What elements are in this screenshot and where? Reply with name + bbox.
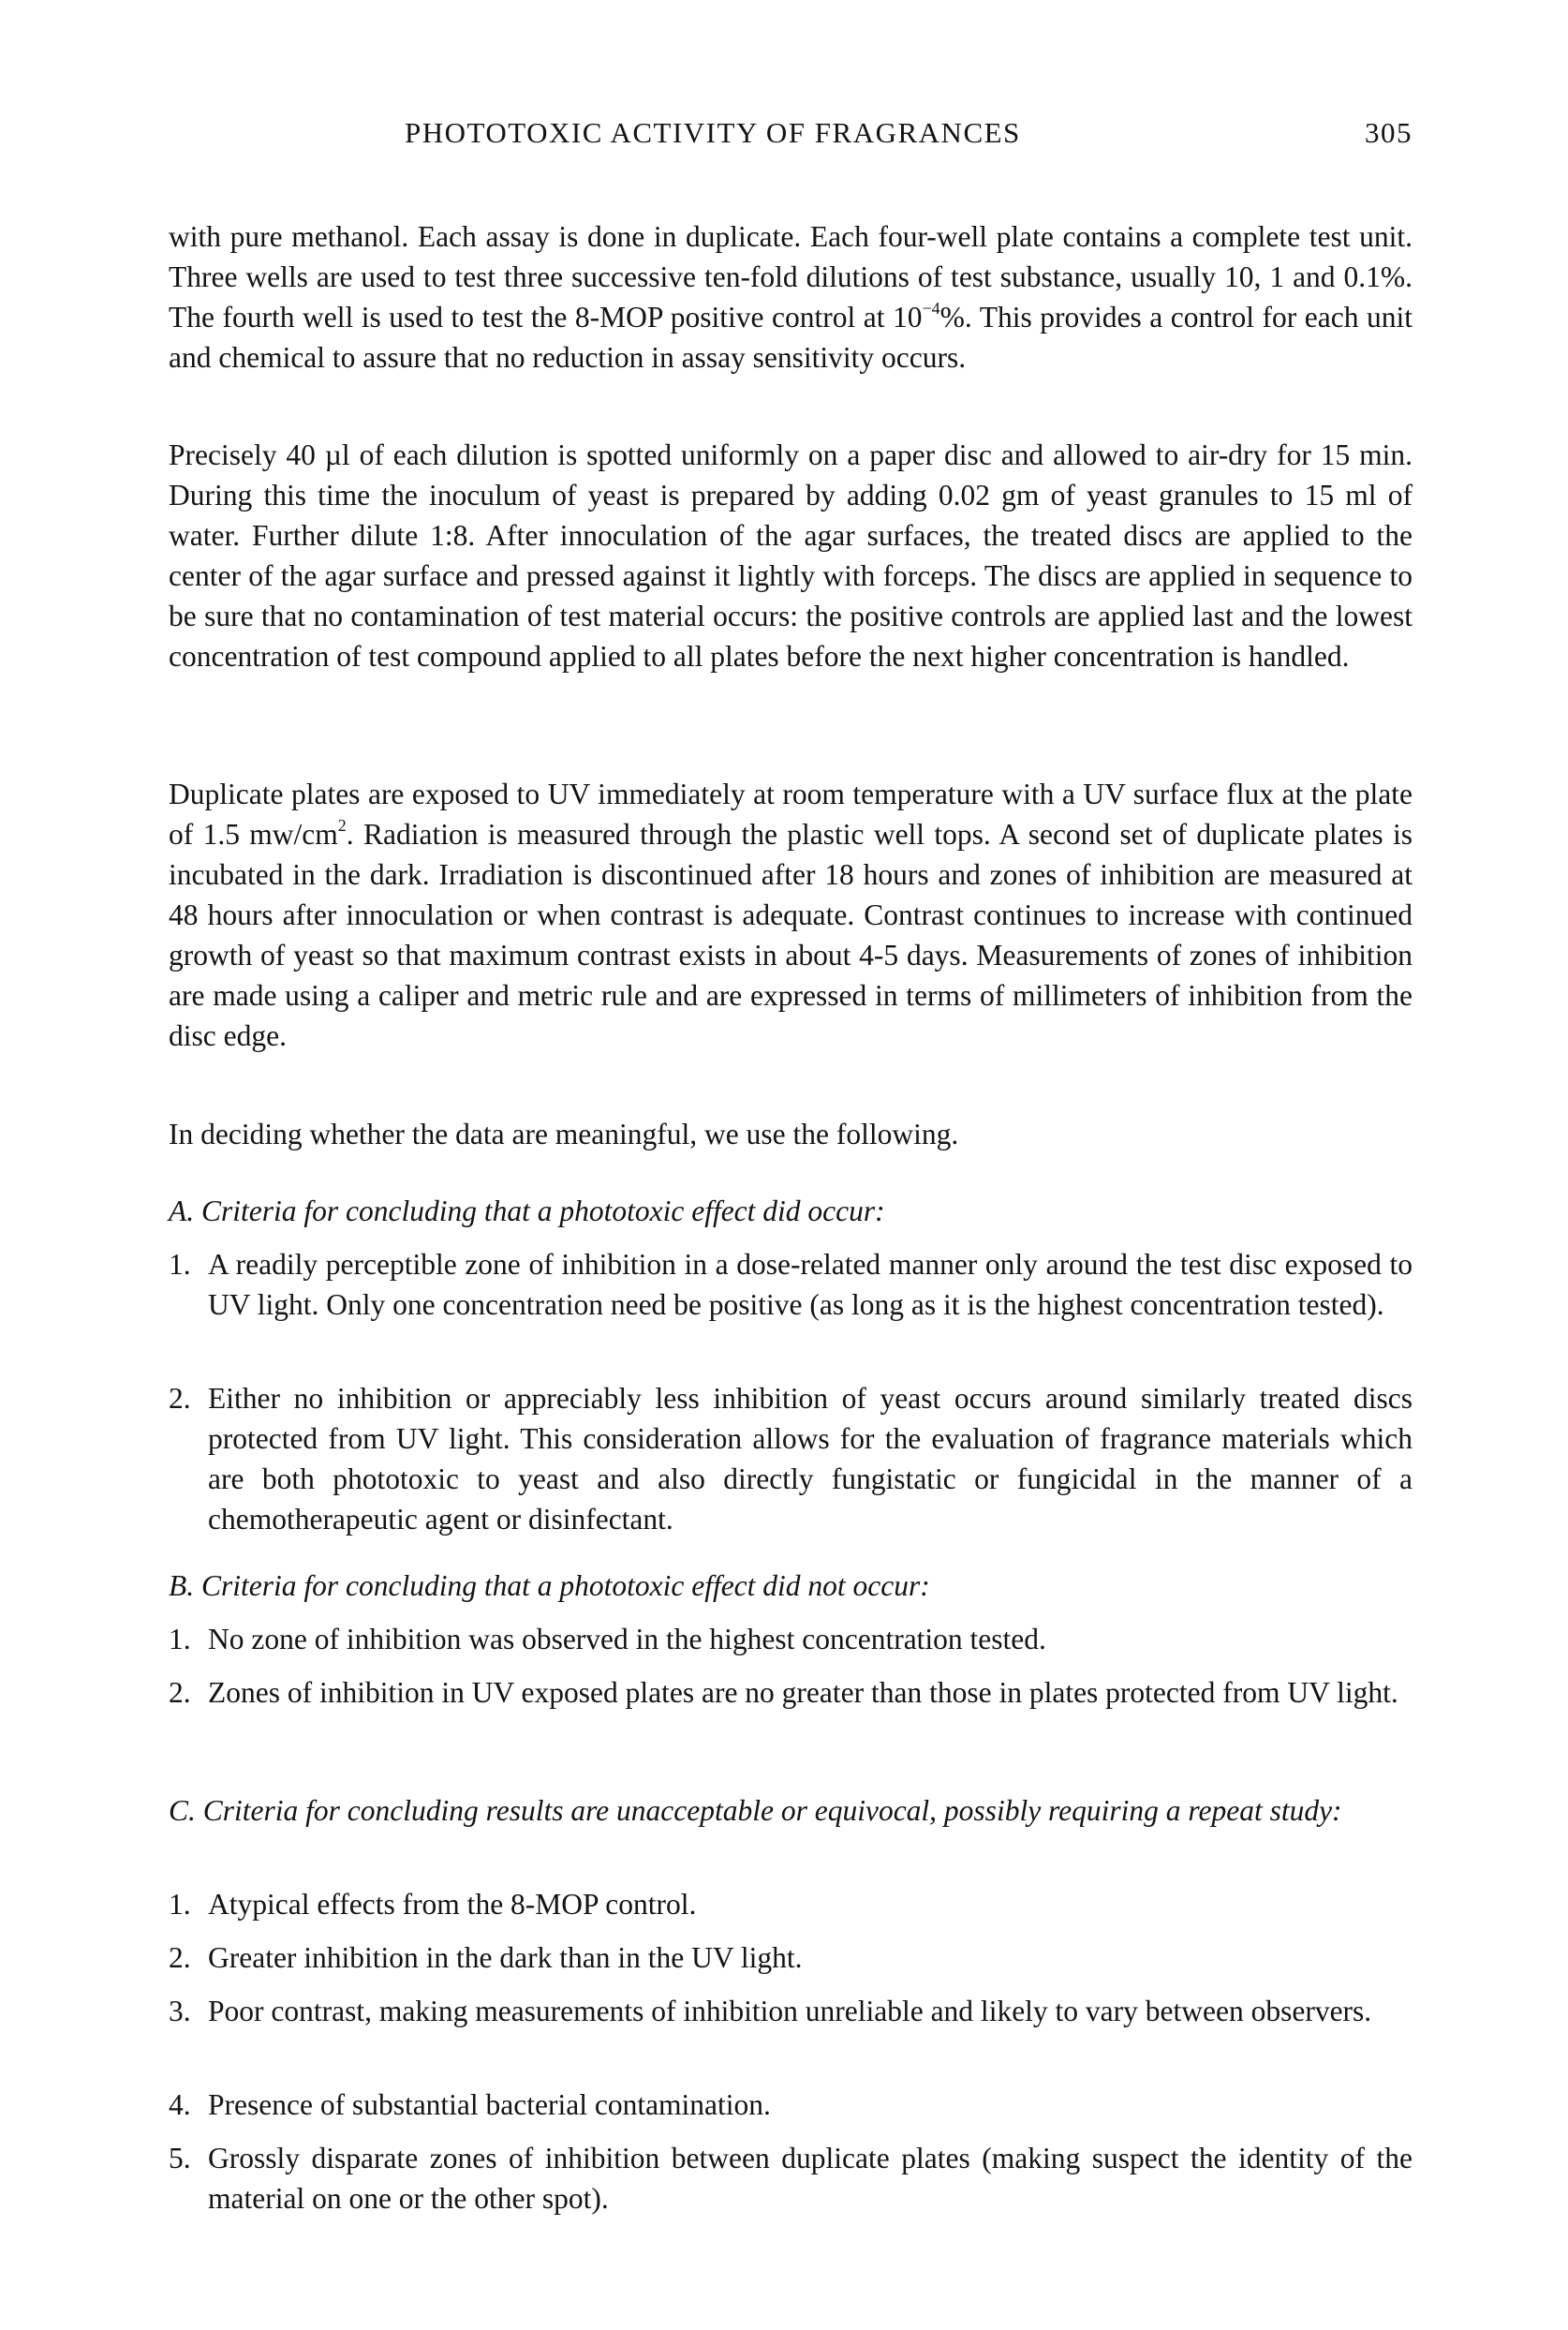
list-number: 4. <box>169 2088 191 2121</box>
criteria-heading-a <box>169 1191 1413 1231</box>
list-item-text: Either no inhibition or appreciably less inhibition of yeast occurs around similarly treated discs protected from UV light. This consideration allows for the evaluation of fragrance materials which are both phototoxic to yeast and also directly fungistatic or fungicidal in the manner of a chemotherapeutic agent or disinfectant. <box>208 1382 1413 1536</box>
list-item-text: Zones of inhibition in UV exposed plates are no greater than those in plates protected from UV light. <box>208 1676 1398 1709</box>
paragraph-text: Duplicate plates are exposed to UV immediately at room temperature with a UV surface flux at the plate of 1.5 mw/cm <box>169 778 1413 851</box>
list-item-text: Greater inhibition in the dark than in the UV light. <box>208 1941 803 1974</box>
page-number: 305 <box>1365 116 1413 149</box>
list-item <box>169 1378 1413 1539</box>
list-number: 2. <box>169 1382 191 1415</box>
list-item <box>169 2085 1413 2125</box>
list-item <box>169 1619 1413 1659</box>
paragraph-text: . Radiation is measured through the plastic well tops. A second set of duplicate plates is incubated in the dark. Irradiation is discontinued after 18 hours and zones of inhibition are measured at 48 hours after innoculation or when contrast is adequate. Contrast continues to increase with continued growth of yeast so that maximum contrast exists in about 4-5 days. Measurements of zones of inhibition are made using a caliper and metric rule and are expressed in terms of millimeters of inhibition from the disc edge. <box>169 818 1413 1052</box>
section-letter: B. <box>169 1569 195 1602</box>
list-item <box>169 1672 1413 1713</box>
superscript-exponent: −4 <box>922 299 940 318</box>
running-title: PHOTOTOXIC ACTIVITY OF FRAGRANCES <box>405 116 1021 149</box>
paragraph-dilution: Precisely 40 µl of each dilution is spotted uniformly on a paper disc and allowed to air-dry for 15 min. During this time the inoculum of yeast is prepared by adding 0.02 gm of yeast granules to 15 ml of water. Further dilute 1:8. After innoculation of the agar surfaces, the treated discs are applied to the center of the agar surface and pressed against it lightly with forceps. The discs are applied in sequence to be sure that no contamination of test material occurs: the positive controls are applied last and the lowest concentration of test compound applied to all plates before the next higher concentration is handled. <box>169 438 1413 673</box>
list-item-text: No zone of inhibition was observed in the highest concentration tested. <box>208 1623 1046 1655</box>
list-item-text: A readily perceptible zone of inhibition in a dose-related manner only around the test disc exposed to UV light. Only one concentration need be positive (as long as it is the highest concentration tested). <box>208 1248 1413 1321</box>
list-item <box>169 1991 1413 2031</box>
list-number: 2. <box>169 1676 191 1709</box>
list-number: 1. <box>169 1623 191 1655</box>
paragraph-text: %. This provides a control for each unit and chemical to assure that no reduction in assay sensitivity occurs. <box>169 301 1413 374</box>
criteria-heading-c <box>169 1790 1413 1831</box>
list-number: 5. <box>169 2142 191 2174</box>
paragraph-intro-criteria: In deciding whether the data are meaningful, we use the following. <box>169 1118 959 1150</box>
list-item-text: Presence of substantial bacterial contamination. <box>208 2088 771 2121</box>
paragraph-uv-exposure <box>169 774 1413 1056</box>
section-letter: C. <box>169 1794 196 1827</box>
section-heading-text: Criteria for concluding results are unacceptable or equivocal, possibly requiring a repeat study: <box>202 1794 1342 1827</box>
list-item-text: Poor contrast, making measurements of inhibition unreliable and likely to vary between observers. <box>208 1995 1372 2027</box>
list-number: 3. <box>169 1995 191 2027</box>
paragraph-method <box>169 216 1413 378</box>
list-item <box>169 1244 1413 1325</box>
paragraph-text: with pure methanol. Each assay is done in duplicate. Each four-well plate contains a complete test unit. Three wells are used to test three successive ten-fold dilutions of test substance, usually 10, 1 and 0.1%. The fourth well is used to test the 8-MOP positive control at 10 <box>169 220 1413 334</box>
list-item-text: Grossly disparate zones of inhibition between duplicate plates (making suspect the identity of the material on one or the other spot). <box>208 2142 1413 2215</box>
running-head <box>169 116 1413 157</box>
criteria-heading-b <box>169 1566 1413 1606</box>
superscript-exponent: 2 <box>337 816 347 835</box>
section-heading-text: Criteria for concluding that a phototoxic effect did occur: <box>201 1195 885 1227</box>
list-number: 2. <box>169 1941 191 1974</box>
list-item <box>169 1937 1413 1978</box>
list-item <box>169 2138 1413 2219</box>
list-item <box>169 1884 1413 1924</box>
list-number: 1. <box>169 1888 191 1921</box>
section-heading-text: Criteria for concluding that a phototoxic effect did not occur: <box>201 1569 930 1602</box>
section-letter: A. <box>169 1195 195 1227</box>
list-item-text: Atypical effects from the 8-MOP control. <box>208 1888 697 1921</box>
list-number: 1. <box>169 1248 191 1281</box>
